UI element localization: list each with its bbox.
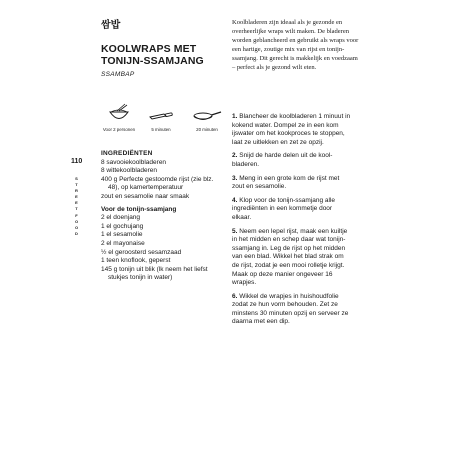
step-text: Neem een lepel rijst, maak een kuiltje in het midden en schep daar wat tonijn-ssamjang in. Leg de rijst op het midden van een blad. Wikkel het blad strak om de rijst, zodat je een mooi rolletje krijgt. Maak op deze manier ongeveer 16 wrapjes.: [232, 227, 348, 287]
sauce-heading: Voor de tonijn-ssamjang: [101, 205, 177, 213]
step-item: [232, 197, 352, 223]
recipe-meta-icons: [101, 103, 225, 139]
section-letter: T: [75, 182, 78, 188]
list-item: 2 el doenjang: [101, 214, 141, 222]
step-item: [232, 152, 352, 169]
step-number: 1.: [232, 113, 238, 120]
bowl-icon: [108, 103, 130, 125]
ingredients-heading: INGREDIËNTEN: [101, 150, 153, 157]
sauce-ingredients-list: [101, 214, 226, 283]
knife-icon: [148, 103, 174, 125]
list-item: 400 g Perfecte gestoomde rijst (zie blz. 48), op kamertemperatuur: [101, 175, 214, 192]
step-text: Snijd de harde delen uit de kool-bladeren.: [232, 152, 333, 168]
step-number: 5.: [232, 227, 238, 235]
section-letter: D: [75, 230, 78, 236]
cook-time-label: 20 minuten: [196, 127, 218, 132]
prep-time-info: [145, 103, 177, 132]
step-number: 6.: [232, 292, 238, 300]
section-letter: R: [75, 188, 78, 194]
method-steps: [232, 113, 352, 332]
cook-time-info: [189, 103, 225, 132]
section-letter: O: [74, 218, 79, 224]
step-text: Klop voor de tonijn-ssamjang alle ingrediënten in een kommetje door elkaar.: [232, 196, 335, 221]
list-item: 8 wittekoolbladeren: [101, 167, 158, 175]
ingredients-section: [101, 150, 226, 283]
servings-label: Voor 2 personen: [102, 127, 136, 132]
section-letter: E: [75, 194, 78, 200]
pan-icon: [192, 103, 222, 125]
list-item: 145 g tonijn uit blik (lk neem het liefst stukjes tonijn in water): [101, 265, 208, 282]
section-letter: S: [75, 176, 78, 181]
step-item: [232, 175, 352, 192]
list-item: 8 savooiekoolbladeren: [101, 158, 167, 166]
list-item: 1 teen knoflook, geperst: [101, 257, 171, 265]
step-item: [232, 293, 352, 327]
intro-paragraph: Koolbladeren zijn ideaal als je gezonde en overheerlijke wraps wilt maken. De bladeren worden geblancheerd en gebruikt als wraps voor een hartige, zoutige mix van rijst en tonijn-ssamjang. Dit gerecht is makkelijk en voedzaam – perfect als je gezond wilt eten.: [232, 19, 359, 71]
section-letter: F: [75, 212, 78, 218]
page-number: 110: [71, 158, 83, 165]
intro-text: [232, 19, 362, 72]
subtitle: SSAMBAP: [101, 71, 135, 78]
list-item: zout en sesamolie naar smaak: [101, 192, 190, 200]
list-item: 2 el mayonaise: [101, 239, 145, 247]
prep-time-label: 5 minuten: [151, 127, 171, 132]
step-number: 2.: [232, 152, 238, 160]
section-letter: T: [75, 206, 78, 212]
list-item: ½ el geroosterd sesamzaad: [101, 248, 182, 256]
step-number: 4.: [232, 196, 238, 204]
step-text: Wikkel de wrapjes in huishoudfolie zodat ze hun vorm behouden. Zet ze minstens 30 minuten opzij en serveer ze daarna met een dip.: [232, 292, 349, 326]
page-title: KOOLWRAPS MET TONIJN-SSAMJANG: [101, 43, 204, 67]
step-item: [232, 228, 352, 288]
list-item: 1 el sesamolie: [101, 231, 143, 239]
section-letter: E: [75, 200, 78, 206]
section-letter: O: [74, 224, 79, 230]
step-text: Blancheer de koolbladeren 1 minuut in kokend water. Dompel ze in een kom ijswater om het kookproces te stoppen, laat ze uitlekken en zet ze opzij.: [232, 113, 351, 146]
list-item: 1 el gochujang: [101, 222, 144, 230]
step-text: Meng in een grote kom de rijst met zout en sesamolie.: [232, 174, 340, 191]
servings-info: [101, 103, 137, 132]
korean-title: 쌈밥: [101, 20, 121, 31]
step-number: 3.: [232, 174, 238, 182]
section-label: [74, 176, 80, 237]
ingredients-list: [101, 159, 226, 202]
step-item: [232, 113, 352, 147]
